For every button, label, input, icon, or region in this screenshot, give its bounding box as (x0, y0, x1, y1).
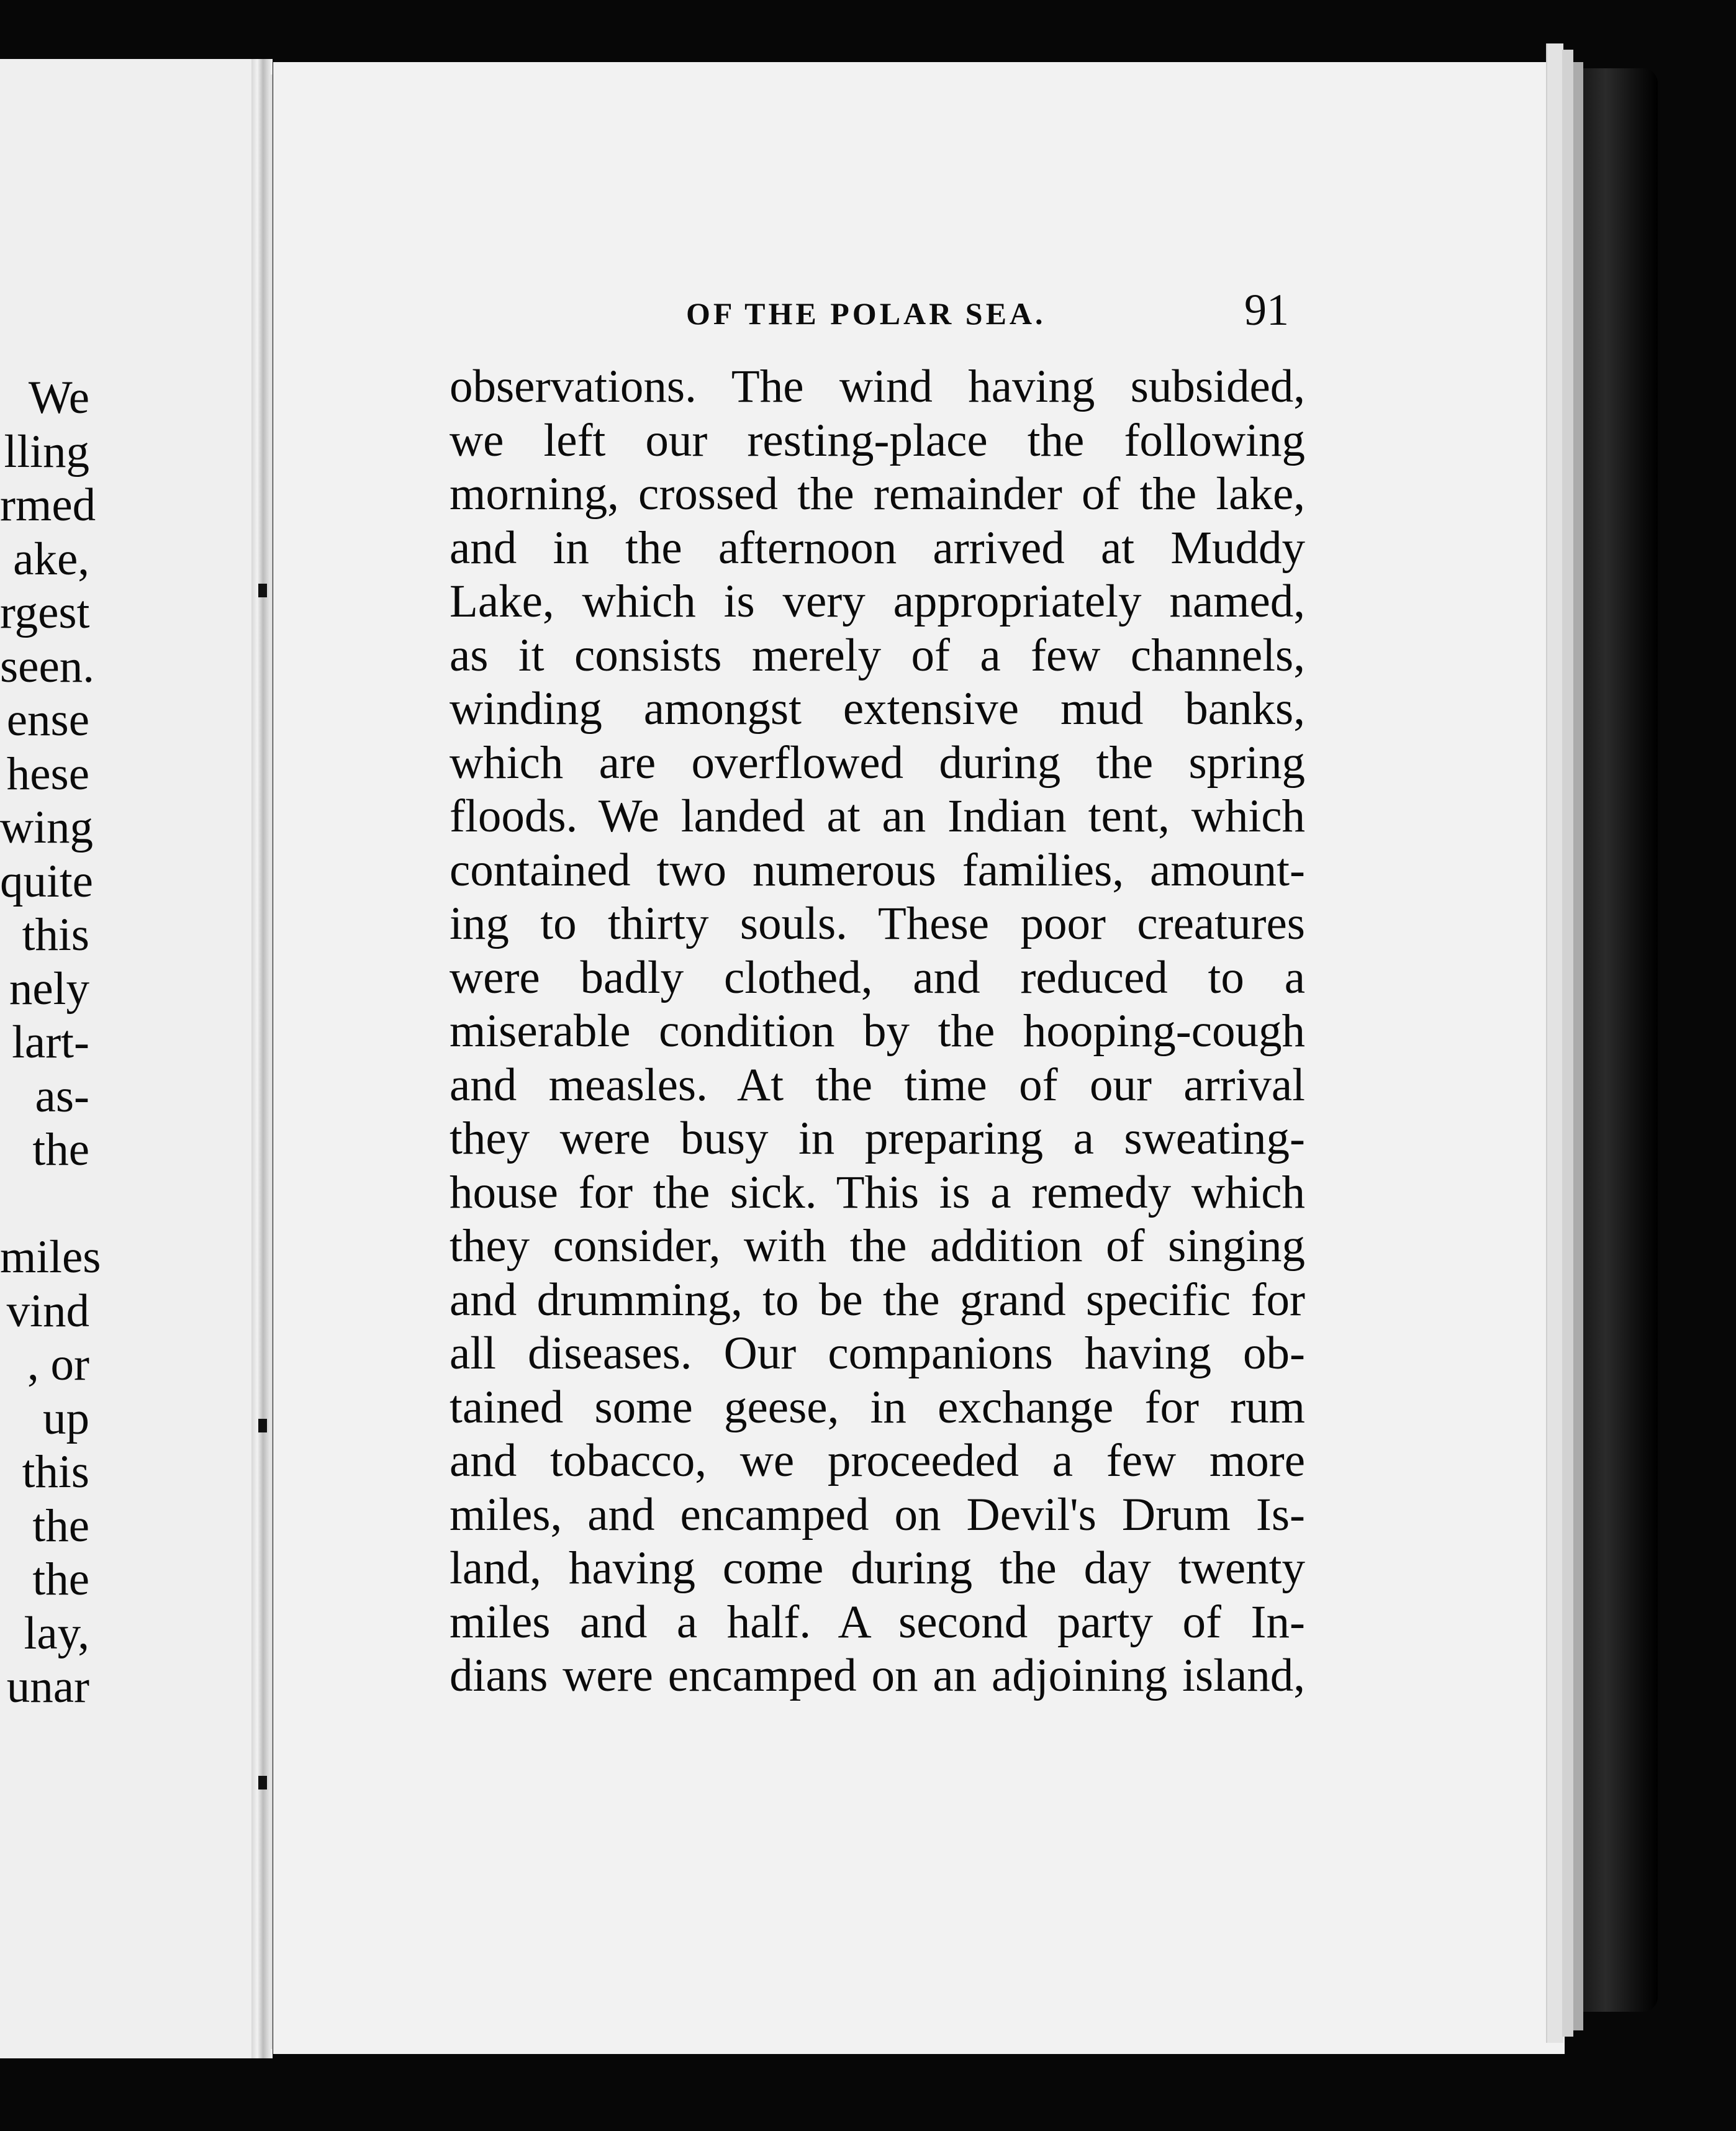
left-line-fragment: vind (6, 1285, 89, 1337)
page-edge (1573, 62, 1583, 2030)
book-gutter (251, 59, 273, 2058)
page-edge (1546, 43, 1563, 2043)
left-line-fragment: lart- (12, 1016, 89, 1068)
text-line: house for the sick. This is a remedy which (450, 1166, 1305, 1218)
text-line: ing to thirty souls. These poor creatures (450, 898, 1305, 949)
text-line: they were busy in preparing a sweating- (450, 1113, 1305, 1164)
text-line: and in the afternoon arrived at Muddy (450, 522, 1305, 574)
left-line-fragment: hese (6, 748, 89, 800)
left-line-fragment: rmed (0, 479, 96, 531)
text-line: Lake, which is very appropriately named, (450, 576, 1305, 627)
left-line-fragment: the (32, 1554, 89, 1605)
text-line: land, having come during the day twenty (450, 1542, 1305, 1594)
left-line-fragment: the (32, 1124, 89, 1175)
text-line: observations. The wind having subsided, (450, 361, 1305, 412)
text-line: as it consists merely of a few channels, (450, 629, 1305, 681)
left-line-fragment: wing (0, 802, 93, 853)
left-line-fragment: unar (6, 1661, 89, 1712)
left-line-fragment: ake, (13, 533, 89, 585)
left-line-fragment: quite (0, 855, 93, 907)
left-line-fragment: the (32, 1500, 89, 1552)
text-line: they consider, with the addition of singing (450, 1220, 1305, 1272)
text-line: we left our resting-place the following (450, 414, 1305, 466)
left-line-fragment: lling (4, 425, 89, 477)
text-line: all diseases. Our companions having ob- (450, 1328, 1305, 1379)
left-line-fragment: rgest (0, 587, 90, 638)
left-line-fragment: this (22, 1446, 89, 1498)
left-line-fragment: miles (0, 1231, 101, 1283)
binding-stitch (258, 584, 267, 597)
left-line-fragment: as- (35, 1070, 89, 1122)
binding-stitch (258, 1419, 267, 1432)
text-line: tained some geese, in exchange for rum (450, 1381, 1305, 1433)
left-line-fragment: , or (27, 1339, 89, 1390)
running-header: OF THE POLAR SEA. (686, 296, 1046, 331)
left-line-fragment: ense (6, 694, 89, 746)
text-line: floods. We landed at an Indian tent, which (450, 790, 1305, 842)
text-line: morning, crossed the remainder of the lake, (450, 468, 1305, 520)
text-line: miles and a half. A second party of In- (450, 1596, 1305, 1648)
text-line: were badly clothed, and reduced to a (450, 951, 1305, 1003)
text-line: miles, and encamped on Devil's Drum Is- (450, 1488, 1305, 1541)
body-text (450, 360, 1305, 1703)
text-line: which are overflowed during the spring (450, 736, 1305, 789)
text-line: and drumming, to be the grand specific for (450, 1274, 1305, 1326)
text-line: contained two numerous families, amount- (450, 844, 1305, 896)
left-line-fragment: seen. (0, 640, 95, 692)
left-line-fragment: We (28, 372, 89, 423)
left-line-fragment: this (22, 909, 89, 961)
left-line-fragment: lay, (24, 1607, 89, 1659)
text-line: and measles. At the time of our arrival (450, 1059, 1305, 1111)
left-line-fragment: up (43, 1392, 89, 1444)
left-line-fragment (0, 1177, 89, 1231)
page-edge (1562, 50, 1573, 2037)
binding-stitch (258, 1776, 267, 1789)
left-line-fragment: nely (9, 962, 89, 1015)
text-line: winding amongst extensive mud banks, (450, 683, 1305, 735)
text-line: dians were encamped on an adjoining island, (450, 1650, 1305, 1701)
page-number: 91 (1244, 285, 1289, 335)
left-page-text-fragments (0, 371, 101, 1714)
book-cover-edge (1583, 68, 1658, 2012)
text-line: miserable condition by the hooping-cough (450, 1005, 1305, 1057)
text-line: and tobacco, we proceeded a few more (450, 1435, 1305, 1486)
